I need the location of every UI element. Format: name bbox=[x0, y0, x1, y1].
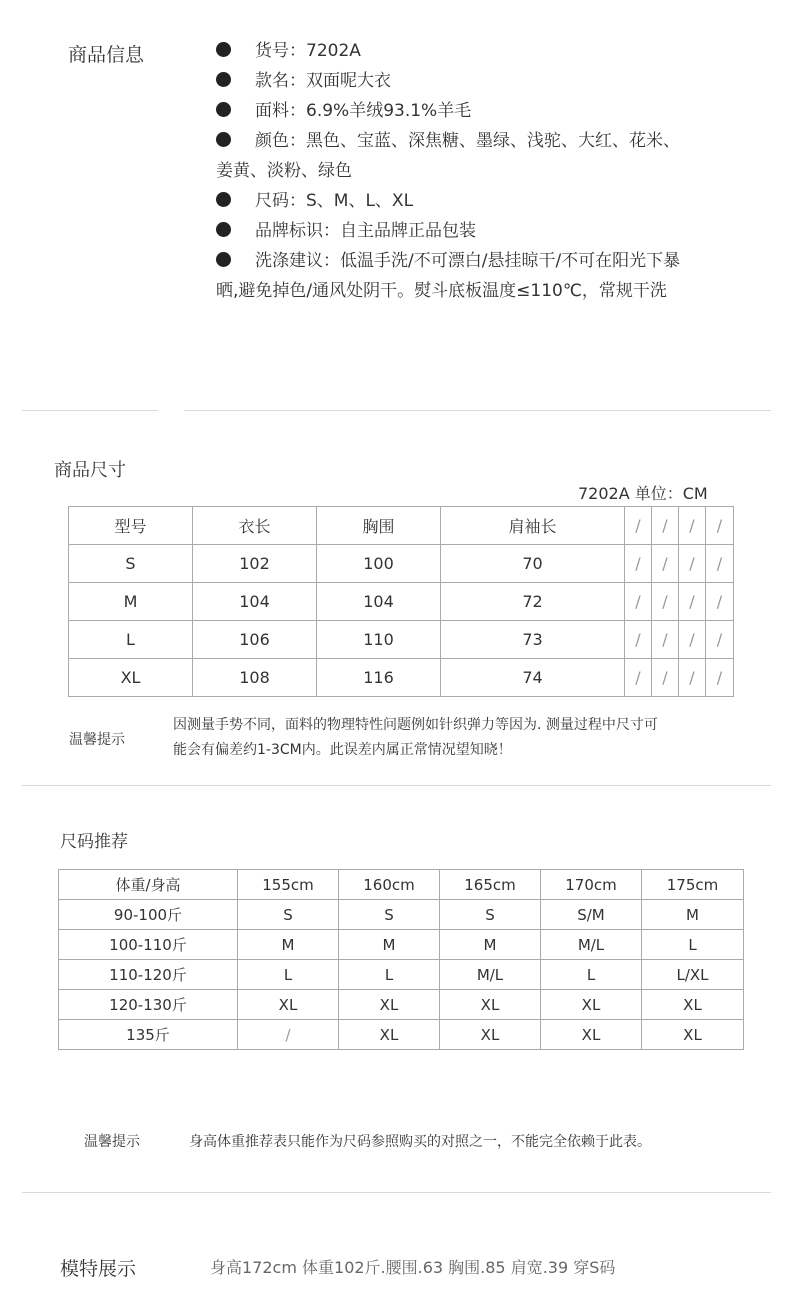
table-cell: XL bbox=[238, 990, 339, 1020]
table-cell: XL bbox=[339, 990, 440, 1020]
size-section-title: 商品尺寸 bbox=[54, 460, 126, 481]
table-cell: M bbox=[69, 583, 193, 621]
size-tip-line-2: 能会有偏差约1-3CM内。此误差内属正常情况望知晓！ bbox=[173, 742, 512, 758]
empty-cell: / bbox=[706, 583, 734, 621]
table-cell: 120-130斤 bbox=[59, 990, 238, 1020]
table-cell: M bbox=[339, 930, 440, 960]
info-value-cont: 晒,避免掉色/通风处阴干。熨斗底板温度≤110℃，常规干洗 bbox=[216, 281, 667, 301]
header-cell: 160cm bbox=[339, 870, 440, 900]
header-cell: 175cm bbox=[642, 870, 744, 900]
table-cell: XL bbox=[642, 990, 744, 1020]
table-cell: XL bbox=[440, 990, 541, 1020]
table-cell: M bbox=[238, 930, 339, 960]
table-cell: S/M bbox=[541, 900, 642, 930]
empty-cell: / bbox=[706, 507, 734, 545]
info-item-sizes bbox=[216, 186, 413, 216]
info-item-sku bbox=[216, 36, 361, 66]
unit-note: 7202A 单位：CM bbox=[578, 484, 708, 503]
table-cell: 110 bbox=[317, 621, 441, 659]
table-row bbox=[69, 545, 734, 583]
product-info-title: 商品信息 bbox=[68, 44, 145, 66]
empty-cell: / bbox=[679, 583, 706, 621]
table-cell: 116 bbox=[317, 659, 441, 697]
header-cell: 170cm bbox=[541, 870, 642, 900]
info-value: 双面呢大衣 bbox=[306, 71, 391, 91]
recommend-tip-label: 温馨提示 bbox=[84, 1134, 140, 1150]
empty-cell: / bbox=[652, 621, 679, 659]
table-cell: XL bbox=[440, 1020, 541, 1050]
table-row bbox=[69, 659, 734, 697]
header-cell: 肩袖长 bbox=[441, 507, 625, 545]
info-value-cont: 姜黄、淡粉、绿色 bbox=[216, 161, 352, 181]
empty-cell: / bbox=[625, 583, 652, 621]
header-cell: 胸围 bbox=[317, 507, 441, 545]
table-cell: 74 bbox=[441, 659, 625, 697]
empty-cell: / bbox=[679, 507, 706, 545]
table-cell: L bbox=[69, 621, 193, 659]
bullet-icon bbox=[216, 222, 231, 237]
info-label: 款名： bbox=[255, 71, 306, 91]
table-cell: 110-120斤 bbox=[59, 960, 238, 990]
info-item-style-name bbox=[216, 66, 391, 96]
table-row bbox=[69, 621, 734, 659]
size-recommend-table bbox=[58, 869, 744, 1050]
empty-cell: / bbox=[679, 621, 706, 659]
info-item-care-cont bbox=[216, 276, 667, 306]
bullet-icon bbox=[216, 252, 231, 267]
table-row bbox=[59, 990, 744, 1020]
header-cell: 衣长 bbox=[193, 507, 317, 545]
empty-cell: / bbox=[625, 621, 652, 659]
empty-cell: / bbox=[706, 621, 734, 659]
empty-cell: / bbox=[706, 659, 734, 697]
info-value: S、M、L、XL bbox=[306, 191, 414, 211]
bullet-icon bbox=[216, 42, 231, 57]
table-cell: S bbox=[339, 900, 440, 930]
empty-cell: / bbox=[652, 507, 679, 545]
empty-cell: / bbox=[625, 507, 652, 545]
table-header-row bbox=[59, 870, 744, 900]
bullet-icon bbox=[216, 102, 231, 117]
header-cell: 155cm bbox=[238, 870, 339, 900]
table-cell: 70 bbox=[441, 545, 625, 583]
table-cell: S bbox=[440, 900, 541, 930]
table-cell: 104 bbox=[193, 583, 317, 621]
info-label: 颜色： bbox=[255, 131, 306, 151]
table-header-row bbox=[69, 507, 734, 545]
table-cell: 100 bbox=[317, 545, 441, 583]
empty-cell: / bbox=[706, 545, 734, 583]
info-item-care bbox=[216, 246, 680, 276]
table-cell: L bbox=[642, 930, 744, 960]
table-row bbox=[59, 1020, 744, 1050]
table-cell: L bbox=[541, 960, 642, 990]
table-cell: 106 bbox=[193, 621, 317, 659]
info-label: 面料： bbox=[255, 101, 306, 121]
table-row bbox=[59, 960, 744, 990]
table-cell: 135斤 bbox=[59, 1020, 238, 1050]
table-cell: XL bbox=[541, 990, 642, 1020]
table-cell: 72 bbox=[441, 583, 625, 621]
info-item-fabric bbox=[216, 96, 471, 126]
model-measurements: 身高172cm 体重102斤.腰围.63 胸围.85 肩宽.39 穿S码 bbox=[210, 1258, 616, 1277]
empty-cell: / bbox=[625, 659, 652, 697]
info-label: 货号： bbox=[255, 41, 306, 61]
empty-cell: / bbox=[679, 545, 706, 583]
table-cell: M bbox=[642, 900, 744, 930]
header-cell: 体重/身高 bbox=[59, 870, 238, 900]
table-cell: M bbox=[440, 930, 541, 960]
size-tip-line-1: 因测量手势不同，面料的物理特性问题例如针织弹力等因为. 测量过程中尺寸可 bbox=[173, 717, 658, 733]
table-cell: 102 bbox=[193, 545, 317, 583]
info-value: 黑色、宝蓝、深焦糖、墨绿、浅驼、大红、花米、 bbox=[306, 131, 680, 151]
empty-cell: / bbox=[652, 545, 679, 583]
table-cell: L bbox=[238, 960, 339, 990]
empty-cell: / bbox=[679, 659, 706, 697]
table-cell: 100-110斤 bbox=[59, 930, 238, 960]
info-label: 尺码： bbox=[255, 191, 306, 211]
info-item-colors-cont bbox=[216, 156, 352, 186]
table-cell: 73 bbox=[441, 621, 625, 659]
bullet-icon bbox=[216, 192, 231, 207]
divider bbox=[22, 1192, 771, 1193]
table-cell: L bbox=[339, 960, 440, 990]
table-row bbox=[59, 900, 744, 930]
recommend-section-title: 尺码推荐 bbox=[60, 832, 128, 852]
info-item-brand bbox=[216, 216, 476, 246]
info-value: 自主品牌正品包装 bbox=[340, 221, 476, 241]
table-cell: 108 bbox=[193, 659, 317, 697]
info-value: 低温手洗/不可漂白/悬挂晾干/不可在阳光下暴 bbox=[340, 251, 681, 271]
divider bbox=[22, 410, 158, 411]
info-label: 洗涤建议： bbox=[255, 251, 340, 271]
table-cell: L/XL bbox=[642, 960, 744, 990]
bullet-icon bbox=[216, 132, 231, 147]
info-label: 品牌标识： bbox=[255, 221, 340, 241]
empty-cell: / bbox=[652, 659, 679, 697]
table-cell: M/L bbox=[440, 960, 541, 990]
info-value: 7202A bbox=[306, 41, 361, 61]
info-value: 6.9%羊绒93.1%羊毛 bbox=[306, 101, 472, 121]
table-cell: XL bbox=[69, 659, 193, 697]
divider bbox=[184, 410, 771, 411]
table-cell: XL bbox=[339, 1020, 440, 1050]
empty-cell: / bbox=[652, 583, 679, 621]
table-row bbox=[69, 583, 734, 621]
table-cell: 90-100斤 bbox=[59, 900, 238, 930]
table-cell: XL bbox=[642, 1020, 744, 1050]
size-table bbox=[68, 506, 734, 697]
table-cell: XL bbox=[541, 1020, 642, 1050]
model-section-title: 模特展示 bbox=[60, 1258, 137, 1280]
table-cell: M/L bbox=[541, 930, 642, 960]
table-row bbox=[59, 930, 744, 960]
bullet-icon bbox=[216, 72, 231, 87]
header-cell: 型号 bbox=[69, 507, 193, 545]
info-item-colors bbox=[216, 126, 680, 156]
table-cell: S bbox=[238, 900, 339, 930]
table-cell: 104 bbox=[317, 583, 441, 621]
table-cell: S bbox=[69, 545, 193, 583]
empty-cell: / bbox=[625, 545, 652, 583]
size-tip-label: 温馨提示 bbox=[69, 732, 125, 748]
divider bbox=[22, 785, 771, 786]
table-cell: / bbox=[238, 1020, 339, 1050]
recommend-tip-text: 身高体重推荐表只能作为尺码参照购买的对照之一，不能完全依赖于此表。 bbox=[189, 1134, 651, 1150]
header-cell: 165cm bbox=[440, 870, 541, 900]
